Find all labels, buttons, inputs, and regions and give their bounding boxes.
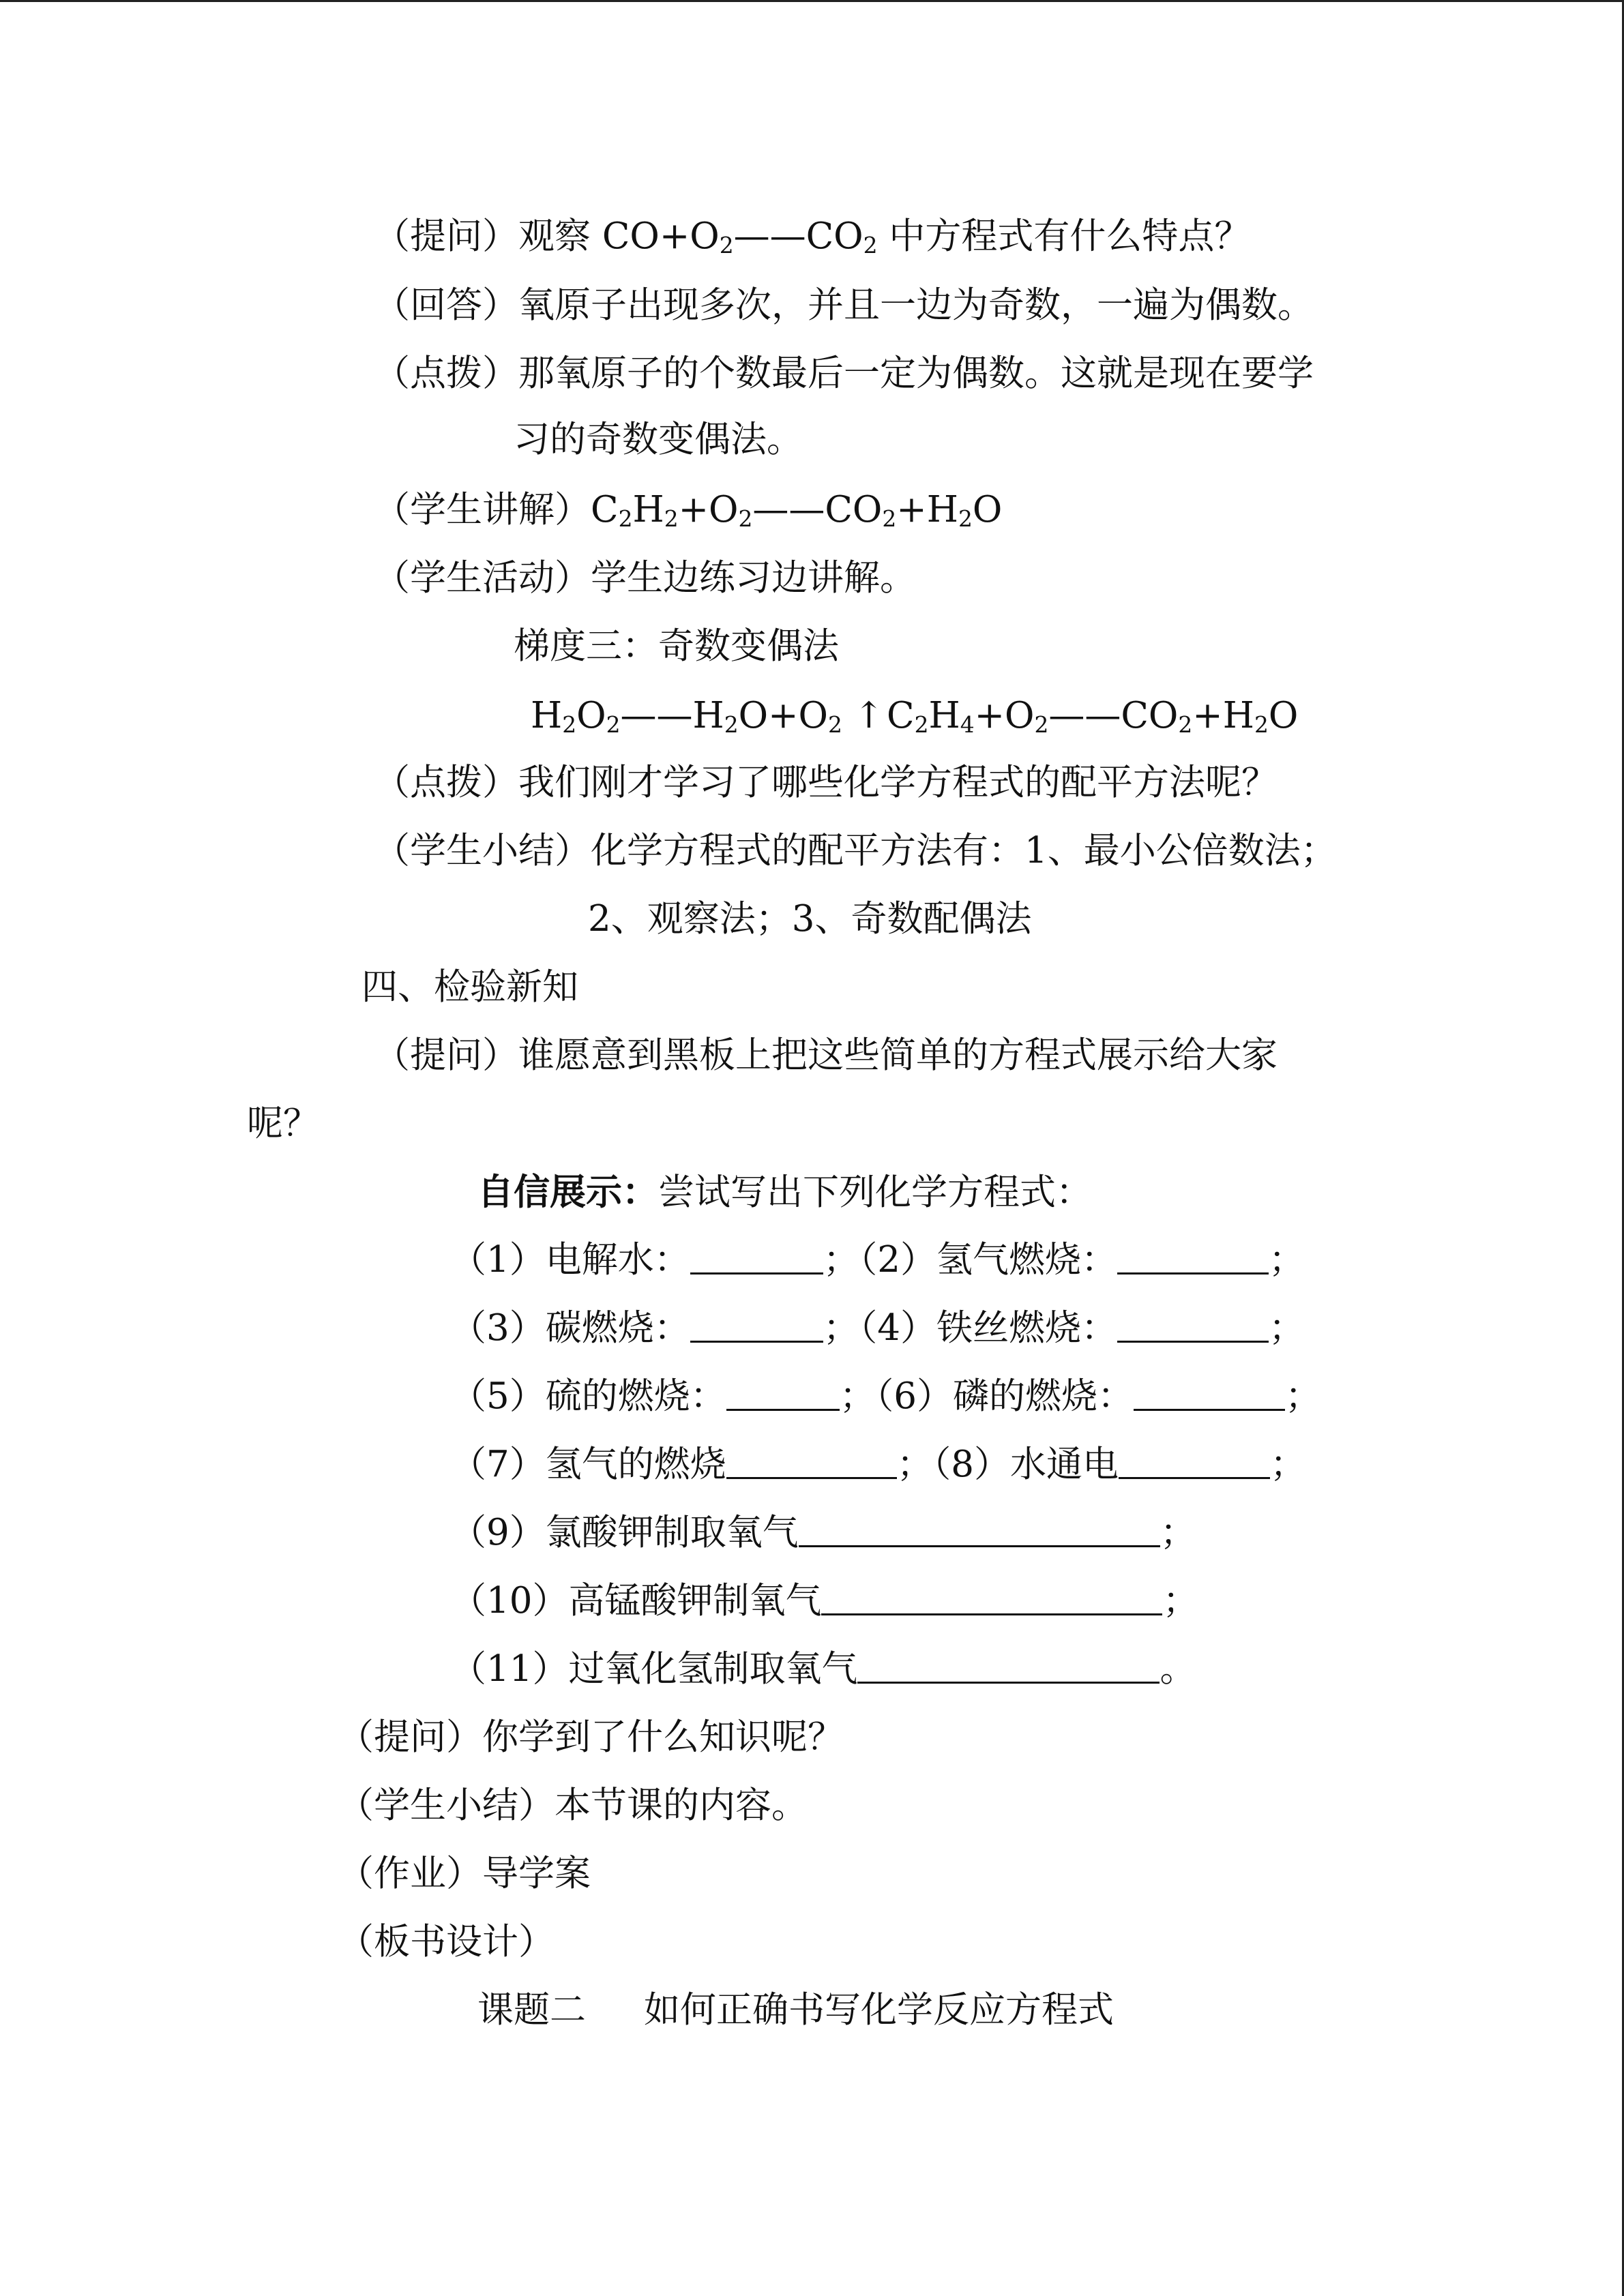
label-student-activity: （学生活动） [374, 557, 591, 599]
exercise-row-6: （10）高锰酸钾制氧气 ； [450, 1580, 1199, 1622]
exercise-row-2: （3）碳燃烧： ；（4）铁丝燃烧： ； [450, 1307, 1305, 1349]
equation-c2h2: $C_2H_2+O_2——CO_2+H_2O$ [591, 489, 1003, 533]
answer-blank[interactable] [821, 1579, 1162, 1615]
hint-line-1-cont: 习的奇数变偶法。 [514, 419, 803, 460]
gradient-three-heading: 梯度三：奇数变偶法 [514, 625, 839, 667]
closing-board-design [338, 1918, 555, 1966]
hint-line-2: （点拨）我们刚才学习了哪些化学方程式的配平方法呢？ [374, 762, 1278, 803]
label-question: （提问） [338, 1716, 482, 1758]
label-board-design: （板书设计） [338, 1921, 555, 1963]
board-label: 课题二 [477, 1989, 586, 2031]
exercise-row-1: （1）电解水： ；（2）氢气燃烧： ； [450, 1239, 1305, 1281]
showcase-label: 自信展示： [477, 1171, 658, 1213]
board-title-text: 如何正确书写化学反应方程式 [644, 1989, 1114, 2031]
answer-blank[interactable] [799, 1511, 1160, 1547]
exercise-row-4: （7）氢气的燃烧 ；（8）水通电 ； [450, 1444, 1306, 1485]
student-explain-line [374, 486, 1002, 534]
equation-c2h4: $C_2H_4+O_2——CO_2+H_2O$ [887, 695, 1299, 739]
confidence-showcase-heading: 自信展示：尝试写出下列化学方程式： [477, 1171, 1092, 1213]
answer-blank[interactable] [726, 1443, 897, 1479]
label-student-summary: （学生小结） [338, 1785, 555, 1826]
exercise-row-5: （9）氯酸钾制取氧气 ； [450, 1512, 1196, 1553]
answer-line: （回答）氧原子出现多次，并且一边为奇数，一遍为偶数。 [374, 284, 1314, 326]
closing-question: （提问）你学到了什么知识呢？ [338, 1716, 844, 1758]
label-homework: （作业） [338, 1853, 482, 1894]
answer-blank[interactable] [1134, 1375, 1285, 1411]
hint-line-1: （点拨）那氧原子的个数最后一定为偶数。这就是现在要学 [374, 353, 1314, 394]
section-heading-test: 四、检验新知 [361, 966, 578, 1008]
exercise-row-7: （11）过氧化氢制取氧气 。 [450, 1648, 1196, 1690]
equation-h2o2: $H_2O_2——H_2O+O_2$ ↑ [531, 695, 885, 739]
student-summary-cont: 2、观察法；3、奇数配偶法 [588, 898, 1032, 940]
answer-blank[interactable] [1117, 1307, 1269, 1343]
answer-blank[interactable] [690, 1238, 823, 1274]
student-activity-line: （学生活动）学生边练习边讲解。 [374, 557, 916, 599]
label-student-explain: （学生讲解） [374, 489, 591, 531]
answer-blank[interactable] [1117, 1238, 1269, 1274]
label-student-summary: （学生小结） [374, 830, 591, 871]
closing-summary: （学生小结）本节课的内容。 [338, 1785, 808, 1826]
answer-blank[interactable] [857, 1648, 1160, 1684]
label-question: （提问） [374, 215, 518, 257]
question-line-observe: （提问）观察 $CO+O_2——CO_2$ 中方程式有什么特点？ [374, 215, 1251, 259]
question-line-volunteer: （提问）谁愿意到黑板上把这些简单的方程式展示给大家 [374, 1034, 1278, 1076]
answer-blank[interactable] [690, 1307, 823, 1343]
label-hint: （点拨） [374, 353, 518, 394]
label-answer: （回答） [374, 284, 518, 326]
student-summary-line: （学生小结）化学方程式的配平方法有：1、最小公倍数法； [374, 830, 1337, 871]
label-hint: （点拨） [374, 762, 518, 803]
answer-blank[interactable] [726, 1375, 840, 1411]
closing-homework: （作业）导学案 [338, 1853, 591, 1894]
exercise-row-3: （5）硫的燃烧： ；（6）磷的燃烧： ； [450, 1375, 1321, 1417]
question-line-volunteer-cont: 呢？ [247, 1103, 319, 1144]
label-question: （提问） [374, 1034, 518, 1076]
answer-blank[interactable] [1119, 1443, 1270, 1479]
board-title [477, 1986, 1114, 2034]
